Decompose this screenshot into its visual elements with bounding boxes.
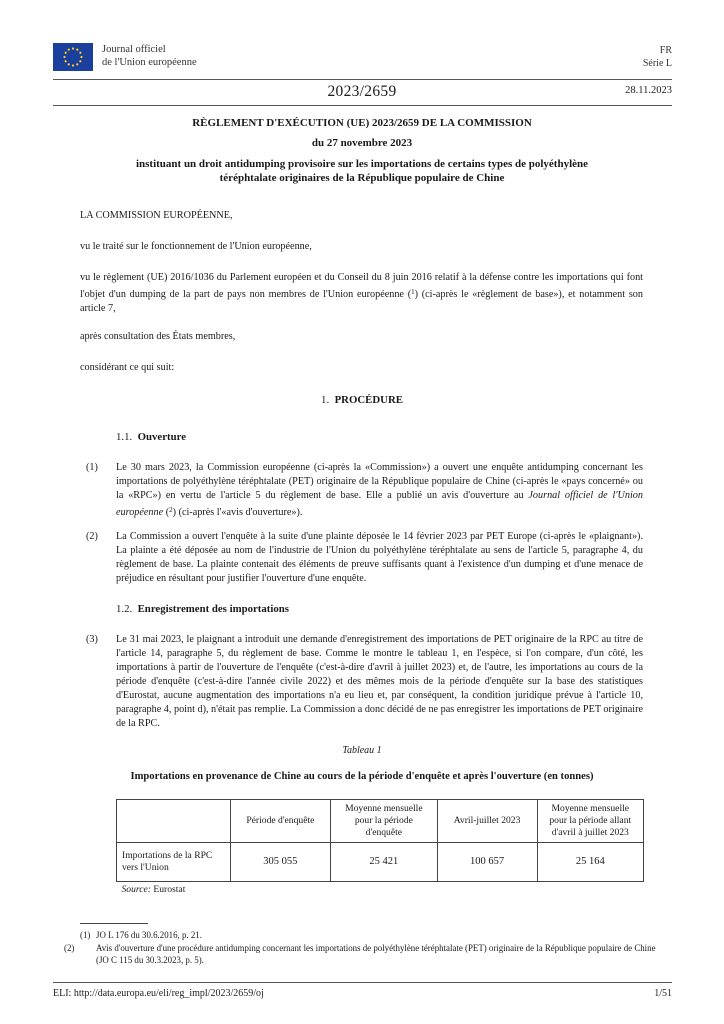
footnote-mark: (1) [80,930,91,940]
table-header-row [117,800,644,843]
flag-star-icon [72,64,74,66]
preamble-regulation-text-end: ) (ci-après le «règlement de base»), et notamment son article 7, [80,289,643,314]
flag-star-icon [79,52,81,54]
paragraph-number-2: (2) [86,531,98,542]
document-number: 2023/2659 [327,83,397,100]
flag-star-icon [65,60,67,62]
paragraph-3: Le 31 mai 2023, le plaignant a introduit une demande d'enregistrement des importations de PET originaire de la RPC au titre de l'article 14, paragraphe 5, du règlement de base. Comme le montre le tableau 1, en l'espèce, si l'on compare, d'un côté, les importations à partir de l'ouverture de l'enquête (c'est-à-dire d'avril à juillet 2023) et, de l'autre, les importations au cours de la période d'enquête (c'est-à-dire l'année civile 2022) et des mêmes mois de la période d'enquête sur la base des statistiques d'Eurostat, aucune augmentation des importations n'a eu lieu et, par conséquent, la condition juridique prévue à l'article 10, paragraphe 4, point d), n'était pas remplie. La Commission a donc décidé de ne pas enregistrer les importations de PET originaire de la RPC. [116,634,643,729]
table-cell: 100 657 [437,843,537,882]
series-label: Série L [642,58,672,69]
table-row-label: Importations de la RPC vers l'Union [117,843,231,882]
footnote-ref-1[interactable]: 1 [411,288,415,296]
footnote-text: Avis d'ouverture d'une procédure antidumping concernant les importations de polyéthylène téréphtalate (PET) originaire de la République populaire de Chine (JO C 115 du 30.3.2023, p. 5). [96,943,656,965]
preamble-regulation [80,271,643,316]
footnote-2 [64,942,659,966]
header-divider [53,79,672,80]
table-cell: 25 421 [331,843,437,882]
eli-link[interactable]: ELI: http://data.europa.eu/eli/reg_impl/2023/2659/oj [53,988,264,999]
table-label: Tableau 1 [342,745,382,756]
table-header: Moyenne mensuelle pour la période d'enquête [331,800,437,843]
subsection-title: Ouverture [137,431,186,443]
flag-star-icon [68,49,70,51]
subsection-heading-registration [116,603,289,615]
source-label: Source: [121,884,151,895]
paragraph-1-text: Le 30 mars 2023, la Commission européenne (ci-après la «Commission») a ouvert une enquête antidumping concernant les importations de polyéthylène téréphtalate (PET) originaire de la République populaire de Chine (ci-après le «pays concerné» ou la «RPC») en vertu de l'article 5 du règlement de base. Elle a publié un avis d'ouverture au [116,462,643,501]
journal-line2: de l'Union européenne [102,57,197,68]
table-row [117,843,644,882]
footnote-mark: (2) [64,943,75,953]
table-source-row [117,882,644,900]
flag-star-icon [63,56,65,58]
regulation-subject-line2: téréphtalate originaires de la République populaire de Chine [219,172,505,184]
table-header-blank [117,800,231,843]
flag-star-icon [68,63,70,65]
journal-line1: Journal officiel [102,44,166,55]
regulation-date: du 27 novembre 2023 [311,137,413,149]
journal-name [102,43,197,69]
footnote-text: JO L 176 du 30.6.2016, p. 21. [96,930,202,940]
table-header: Avril-juillet 2023 [437,800,537,843]
footer-divider [53,982,672,983]
section-heading-procedure [0,394,724,406]
eu-flag-icon [53,43,93,71]
language-code: FR [659,45,672,56]
flag-star-icon [65,52,67,54]
preamble-commission: LA COMMISSION EUROPÉENNE, [80,210,233,221]
preamble-consultation: après consultation des États membres, [80,331,236,342]
regulation-subject [80,157,644,185]
publication-date: 28.11.2023 [625,85,672,96]
regulation-subject-line1: instituant un droit antidumping provisoire sur les importations de certains types de polyéthylène [135,158,589,170]
paragraph-1-text-end: (ci-après l'«avis d'ouverture»). [176,507,303,518]
subsection-title: Enregistrement des importations [137,603,289,615]
imports-table [116,799,644,899]
paragraph-2: La Commission a ouvert l'enquête à la suite d'une plainte déposée le 14 février 2023 par PET Europe (ci-après le «plaignant»). La plainte a été déposée au nom de l'industrie de l'Union du polyéthylène téréphtalate au sens de l'article 5, paragraphe 4, du règlement de base. La plainte contenait des éléments de preuve suffisants quant à l'existence d'un dumping et d'une menace de préjudice en résultant pour justifier l'ouverture d'une enquête. [116,531,643,584]
preamble-considering: considérant ce qui suit: [80,362,175,373]
flag-star-icon [76,49,78,51]
table-header: Période d'enquête [230,800,331,843]
table-header: Moyenne mensuelle pour la période allant d'avril à juillet 2023 [537,800,643,843]
table-cell: 25 164 [537,843,643,882]
footnote-ref-2[interactable]: 2 [169,506,173,514]
journal-reference: Journal officiel de l'Union européenne [116,490,643,518]
footnote-1 [80,929,643,941]
header-divider-lower [53,105,672,106]
section-title: PROCÉDURE [334,394,403,406]
footnote-divider [80,923,148,924]
paragraph-1: Le 30 mars 2023, la Commission européenne (ci-après la «Commission») a ouvert une enquête antidumping concernant les importations de polyéthylène téréphtalate (PET) originaire de la République populaire de Chine (ci-après le «pays concerné» ou la «RPC») en vertu de l'article 5 du règlement de base. Elle a publié un avis d'ouverture au Journal officiel de l'Union européenne ($^2$) (ci-après l'«avis d'ouverture»). [116,462,643,518]
preamble-regulation-text: vu le règlement (UE) 2016/1036 du Parlement européen et du Conseil du 8 juin 2016 relatif à la défense contre les importations qui font l'objet d'un dumping de la part de pays non membres de l'Union européenne ( [80,272,643,300]
flag-star-icon [79,60,81,62]
flag-star-icon [76,63,78,65]
subsection-heading-opening [116,431,186,443]
paragraph-number-3: (3) [86,634,98,645]
subsection-number: 1.1. [116,431,133,443]
paragraph-number-1: (1) [86,462,98,473]
table-source [117,882,644,900]
page-number: 1/51 [654,988,672,999]
source-value: Eurostat [150,884,186,895]
table-cell: 305 055 [230,843,331,882]
flag-star-icon [80,56,82,58]
table-title: Importations en provenance de Chine au cours de la période d'enquête et après l'ouverture (en tonnes) [130,771,594,782]
flag-star-icon [72,47,74,49]
preamble-treaty: vu le traité sur le fonctionnement de l'Union européenne, [80,241,312,252]
section-number: 1. [321,394,330,406]
language-series [643,44,672,70]
regulation-title: RÈGLEMENT D'EXÉCUTION (UE) 2023/2659 DE LA COMMISSION [192,117,532,129]
subsection-number: 1.2. [116,603,133,615]
